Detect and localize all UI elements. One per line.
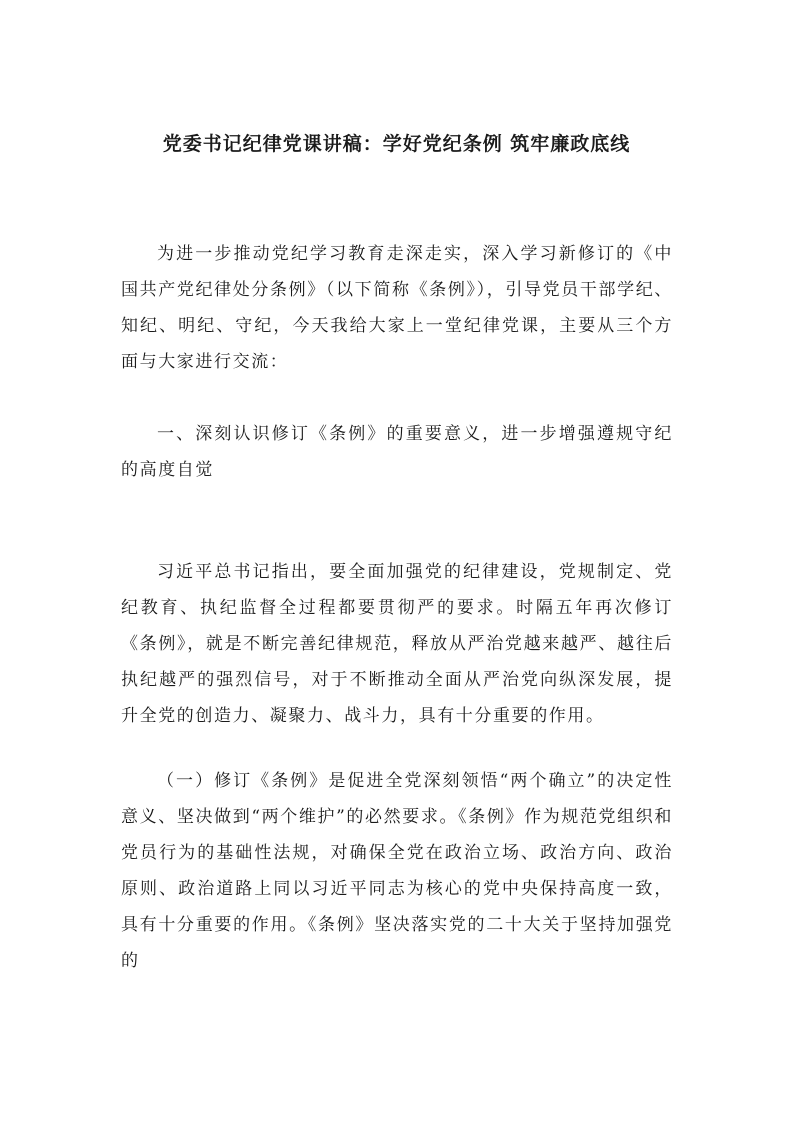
document-title: 党委书记纪律党课讲稿：学好党纪条例 筑牢廉政底线 — [162, 133, 631, 155]
body-paragraph-1: 习近平总书记指出，要全面加强党的纪律建设，党规制定、党纪教育、执纪监督全过程都要贯彻严的要求。时隔五年再次修订《条例》，就是不断完善纪律规范，释放从严治党越来越严、越往后执纪越严的强烈信号，对于不断推动全面从严治党向纵深发展，提升全党的创造力、凝聚力、战斗力，具有十分重要的作用。 — [121, 562, 673, 726]
intro-paragraph: 为进一步推动党纪学习教育走深走实，深入学习新修订的《中国共产党纪律处分条例》（以下简称《条例》），引导党员干部学纪、知纪、明纪、守纪，今天我给大家上一堂纪律党课，主要从三个方面与大家进行交流： — [121, 244, 673, 372]
body-paragraph-2: （一）修订《条例》是促进全党深刻领悟“两个确立”的决定性意义、坚决做到“两个维护”的必然要求。《条例》作为规范党组织和党员行为的基础性法规，对确保全党在政治立场、政治方向、政治原则、政治道路上同以习近平同志为核心的党中央保持高度一致，具有十分重要的作用。《条例》坚决落实党的二十大关于坚持加强党的 — [121, 771, 673, 971]
section-heading-1: 一、深刻认识修订《条例》的重要意义，进一步增强遵规守纪的高度自觉 — [121, 424, 673, 480]
